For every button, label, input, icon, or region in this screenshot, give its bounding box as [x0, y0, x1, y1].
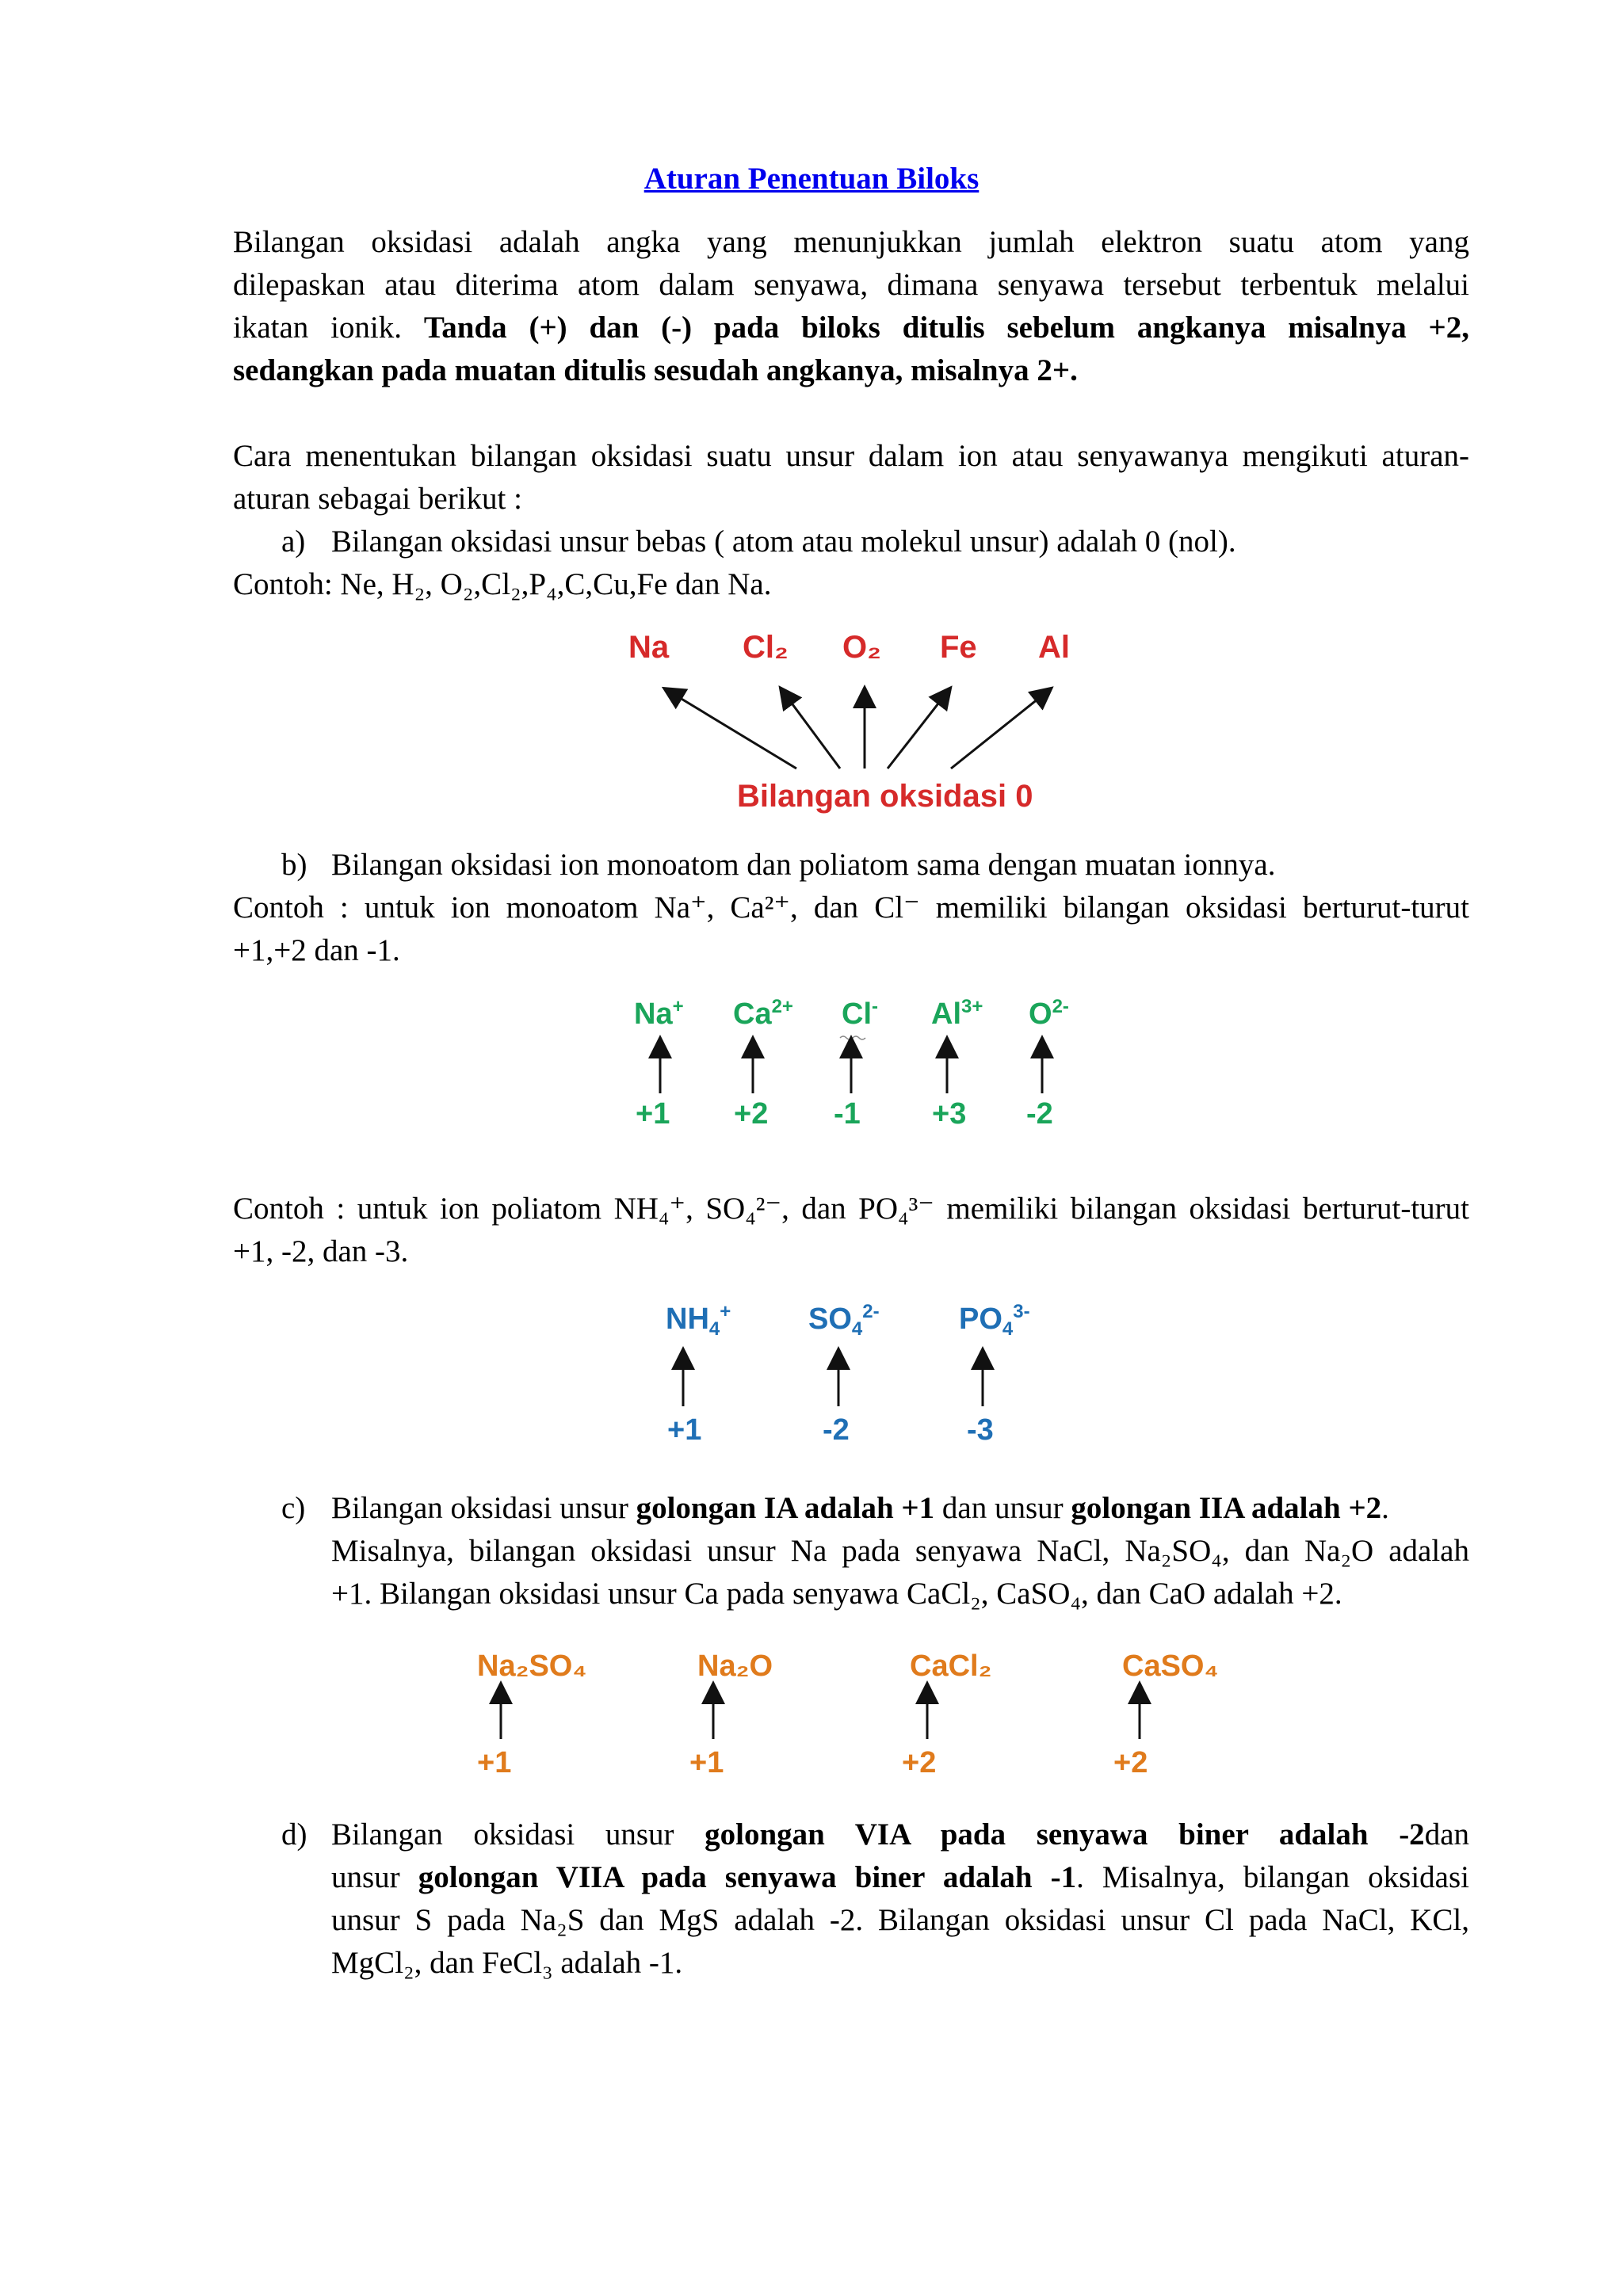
- rule-d-text-4: . Misalnya, bilangan oksidasi: [1076, 1860, 1469, 1894]
- rule-c-bold-1: golongan IA adalah +1: [636, 1491, 935, 1525]
- compound-cacl2: CaCl₂: [910, 1650, 992, 1683]
- page-title[interactable]: Aturan Penentuan Biloks: [643, 162, 980, 196]
- intro-line-2: dilepaskan atau diterima atom dalam senyawa, dimana senyawa tersebut terbentuk melalui: [233, 268, 1469, 302]
- rule-c-marker: c): [281, 1491, 306, 1525]
- intro-text: ikatan ionik.: [233, 311, 403, 345]
- compound-na2o: Na₂O: [697, 1650, 773, 1683]
- rule-b-example-2-line-2: +1, -2, dan -3.: [233, 1234, 409, 1268]
- rule-b-text: Bilangan oksidasi ion monoatom dan poliatom sama dengan muatan ionnya.: [331, 848, 1276, 882]
- value-na: +1: [636, 1097, 670, 1131]
- intro-line-1: Bilangan oksidasi adalah angka yang menunjukkan jumlah elektron suatu atom yang: [233, 225, 1469, 259]
- ion-po-charge: 3-: [1013, 1301, 1030, 1322]
- intro-bold: Tanda (+) dan (-) pada biloks ditulis sebelum angkanya misalnya +2,: [423, 311, 1469, 345]
- rule-d-marker: d): [281, 1817, 307, 1852]
- rule-a-example: Contoh: Ne, H₂, O₂,Cl₂,P₄,C,Cu,Fe dan Na.: [233, 567, 772, 601]
- ion-ca-charge: 2+: [771, 996, 793, 1017]
- ion-po: PO: [959, 1302, 1002, 1336]
- svg-text:PO43-: [959, 1301, 1030, 1340]
- arrows: [501, 1685, 1140, 1739]
- rule-d-line-1: [331, 1814, 1469, 1856]
- value-cl: -1: [834, 1097, 861, 1131]
- figure-bilangan-oksidasi-0: [618, 626, 1094, 824]
- arrows: [666, 689, 1050, 769]
- arrows: [660, 1039, 1042, 1093]
- rule-b-example-1-line-1: Contoh : untuk ion monoatom Na⁺, Ca²⁺, dan Cl⁻ memiliki bilangan oksidasi berturut-turut: [233, 891, 1469, 925]
- ion-cl-charge: -: [872, 996, 878, 1017]
- ion-so-sub: 4: [851, 1318, 863, 1340]
- ion-so-charge: 2-: [862, 1301, 880, 1322]
- ion-al-charge: 3+: [961, 996, 983, 1017]
- svg-text:Al3+: [931, 996, 983, 1031]
- rule-a-marker: a): [281, 524, 306, 559]
- ion-na-charge: +: [672, 996, 684, 1017]
- element-al: Al: [1038, 630, 1070, 665]
- rule-c-line-1: [331, 1487, 1469, 1530]
- value-po4: -3: [967, 1413, 994, 1447]
- ion-nh-sub: 4: [708, 1318, 720, 1340]
- rule-b-example-2-line-1: Contoh : untuk ion poliatom NH₄⁺, SO₄²⁻, dan PO₄³⁻ memiliki bilangan oksidasi berturut-turut: [233, 1192, 1469, 1226]
- svg-text:Ca2+: [733, 996, 793, 1031]
- rule-d-text-3: unsur: [331, 1860, 400, 1894]
- figure-monoatom-ions: [626, 990, 1102, 1141]
- ion-nh-charge: +: [720, 1301, 731, 1322]
- value-so4: -2: [823, 1413, 850, 1447]
- ion-ca: Ca: [733, 997, 772, 1031]
- rule-c-period: .: [1381, 1491, 1389, 1525]
- svg-text:SO42-: [808, 1301, 880, 1340]
- ion-o: O: [1029, 997, 1052, 1031]
- value-cacl2: +2: [902, 1746, 937, 1779]
- svg-text:NH4+: [666, 1301, 731, 1340]
- rule-c-line-3: +1. Bilangan oksidasi unsur Ca pada senyawa CaCl₂, CaSO₄, dan CaO adalah +2.: [331, 1577, 1342, 1611]
- rule-d-bold-2: golongan VIIA pada senyawa biner adalah -1: [418, 1860, 1077, 1894]
- svg-text:Na+: [634, 996, 684, 1031]
- element-o2: O₂: [842, 630, 881, 665]
- element-na: Na: [628, 630, 670, 665]
- rule-d-text-2: dan: [1424, 1817, 1469, 1852]
- ion-na: Na: [634, 997, 673, 1031]
- figure-golongan-ia-iia: [468, 1636, 1260, 1787]
- rule-b-example-1-line-2: +1,+2 dan -1.: [233, 933, 400, 967]
- wavy-underline: [840, 1036, 865, 1039]
- value-na2o: +1: [689, 1746, 724, 1779]
- intro-line-4: sedangkan pada muatan ditulis sesudah angkanya, misalnya 2+.: [233, 353, 1078, 387]
- svg-text:O2-: [1029, 996, 1069, 1031]
- value-al: +3: [932, 1097, 967, 1131]
- rule-a-text: Bilangan oksidasi unsur bebas ( atom atau molekul unsur) adalah 0 (nol).: [331, 524, 1236, 559]
- rule-c-text-2: dan unsur: [941, 1491, 1064, 1525]
- figure-poliatom-ions: [658, 1295, 1054, 1454]
- value-ca: +2: [734, 1097, 769, 1131]
- value-o: -2: [1026, 1097, 1053, 1131]
- cara-line-2: aturan sebagai berikut :: [233, 482, 522, 516]
- caption-bilangan-oksidasi: Bilangan oksidasi 0: [737, 779, 1033, 814]
- rule-c-text-1: Bilangan oksidasi unsur: [331, 1491, 628, 1525]
- ion-al: Al: [931, 997, 961, 1031]
- value-na2so4: +1: [477, 1746, 512, 1779]
- rule-d-line-3: unsur S pada Na₂S dan MgS adalah -2. Bilangan oksidasi unsur Cl pada NaCl, KCl,: [331, 1903, 1469, 1937]
- compound-na2so4: Na₂SO₄: [477, 1650, 587, 1683]
- value-caso4: +2: [1113, 1746, 1148, 1779]
- arrows: [683, 1351, 983, 1406]
- rule-d-line-2: [331, 1856, 1469, 1899]
- rule-c-line-2: Misalnya, bilangan oksidasi unsur Na pada senyawa NaCl, Na₂SO₄, dan Na₂O adalah: [331, 1534, 1469, 1568]
- rule-d-bold-1: golongan VIA pada senyawa biner adalah -2: [705, 1817, 1425, 1852]
- ion-po-sub: 4: [1002, 1318, 1014, 1340]
- element-cl2: Cl₂: [743, 630, 789, 665]
- ion-so: SO: [808, 1302, 852, 1336]
- rule-d-text-1: Bilangan oksidasi unsur: [331, 1817, 674, 1852]
- ion-cl: Cl: [842, 997, 872, 1031]
- compound-caso4: CaSO₄: [1122, 1650, 1219, 1683]
- value-nh4: +1: [667, 1413, 702, 1447]
- ion-o-charge: 2-: [1052, 996, 1069, 1017]
- rule-c-bold-2: golongan IIA adalah +2: [1071, 1491, 1382, 1525]
- svg-text:Cl-: [842, 996, 878, 1031]
- rule-b-marker: b): [281, 848, 307, 882]
- cara-line-1: Cara menentukan bilangan oksidasi suatu unsur dalam ion atau senyawanya mengikuti aturan-: [233, 439, 1469, 473]
- rule-d-line-4: MgCl₂, dan FeCl₃ adalah -1.: [331, 1946, 683, 1980]
- element-fe: Fe: [940, 630, 977, 665]
- intro-line-3: [233, 307, 1469, 349]
- ion-nh: NH: [666, 1302, 709, 1336]
